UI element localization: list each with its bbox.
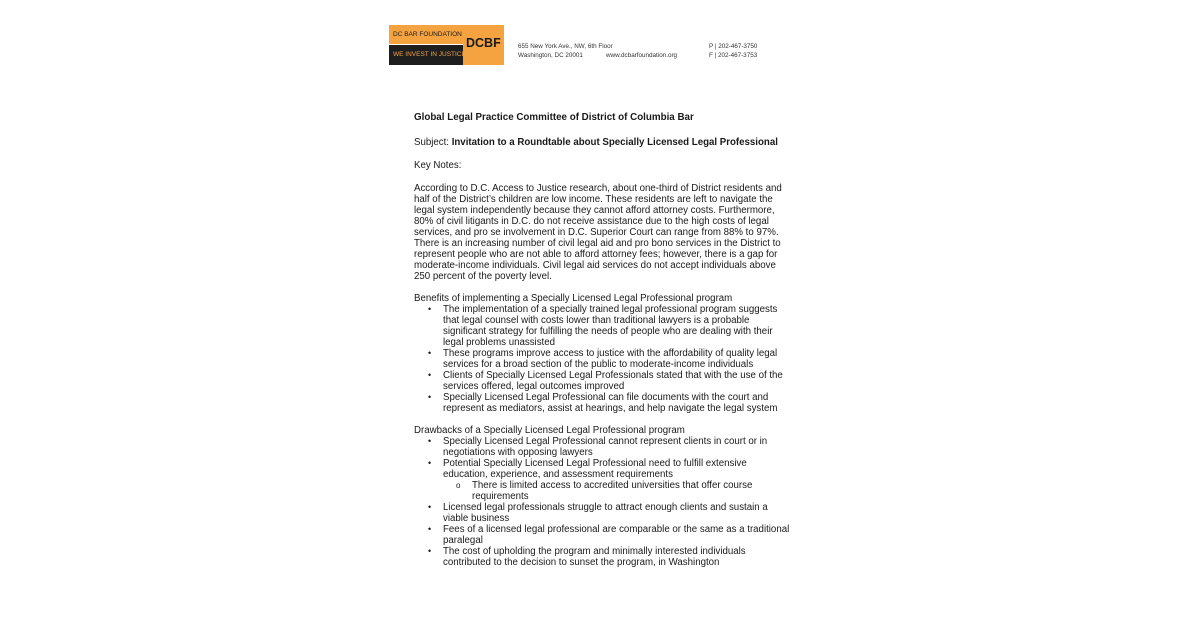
bullet-icon: •	[428, 436, 432, 446]
list-item	[414, 546, 794, 568]
bullet-icon: •	[428, 458, 432, 468]
bullet-icon: •	[428, 370, 432, 380]
address-line-1: 655 New York Ave., NW, 6th Floor	[518, 43, 613, 50]
intro-paragraph: According to D.C. Access to Justice research, about one-third of District residents and half of the District’s children are low income. These residents are left to navigate the legal system independently because they cannot afford attorney costs. Furthermore, 80% of civil litigants in D.C. do not receive assistance due to the high costs of legal services, and pro se involvement in D.C. Superior Court can range from 88% to 97%. There is an increasing number of civil legal aid and pro bono services in the District to represent people who are not able to afford attorney fees; however, there is a gap for moderate-income individuals. Civil legal aid services do not accept individuals above 250 percent of the poverty level.	[414, 183, 782, 282]
document-heading: Global Legal Practice Committee of District of Columbia Bar	[414, 112, 694, 123]
address-line-2: Washington, DC 20001	[518, 52, 583, 59]
drawback-text: Potential Specially Licensed Legal Professional need to fulfill extensive education, experience, and assessment requirements	[443, 458, 747, 480]
bullet-icon: •	[428, 502, 432, 512]
bullet-icon: •	[428, 348, 432, 358]
logo-org-name: DC BAR FOUNDATION	[393, 31, 462, 38]
sub-list-item	[414, 480, 794, 502]
key-notes-label: Key Notes:	[414, 160, 462, 171]
bullet-icon: •	[428, 524, 432, 534]
list-item	[414, 502, 794, 524]
subject-label: Subject:	[414, 137, 452, 148]
drawbacks-heading: Drawbacks of a Specially Licensed Legal Professional program	[414, 425, 685, 436]
logo-mark: DCBF	[466, 36, 501, 50]
list-item	[414, 304, 794, 348]
bullet-icon: •	[428, 304, 432, 314]
benefit-text: These programs improve access to justice with the affordability of quality legal services for a broad section of the public to moderate-income individuals	[443, 348, 778, 370]
benefit-text: Clients of Specially Licensed Legal Professionals stated that with the use of the services offered, legal outcomes improved	[443, 370, 783, 392]
bullet-icon: •	[428, 546, 432, 556]
list-item	[414, 370, 794, 392]
logo-tagline: WE INVEST IN JUSTICE	[393, 51, 466, 58]
subject-line	[414, 137, 794, 148]
drawback-text: Specially Licensed Legal Professional cannot represent clients in court or in negotiations with opposing lawyers	[443, 436, 768, 458]
phone-number: P | 202-467-3750	[709, 43, 758, 50]
drawback-text: Fees of a licensed legal professional are comparable or the same as a traditional paralegal	[443, 524, 790, 546]
list-item	[414, 436, 794, 458]
document-body	[414, 112, 794, 568]
list-item	[414, 348, 794, 370]
subject-text: Invitation to a Roundtable about Specially Licensed Legal Professional	[451, 137, 778, 148]
drawback-sub-text: There is limited access to accredited universities that offer course requirements	[472, 480, 753, 502]
website-link[interactable]: www.dcbarfoundation.org	[606, 52, 678, 59]
benefits-heading: Benefits of implementing a Specially Licensed Legal Professional program	[414, 293, 733, 304]
benefits-list	[414, 304, 794, 414]
benefit-text: The implementation of a specially trained legal professional program suggests that legal counsel with costs lower than traditional lawyers is a probable significant strategy for fulfilling the needs of people who are dealing with their legal problems unassisted	[443, 304, 778, 348]
list-item	[414, 524, 794, 546]
fax-number: F | 202-467-3753	[709, 52, 758, 59]
list-item	[414, 458, 794, 480]
drawback-text: The cost of upholding the program and minimally interested individuals contributed to the decision to sunset the program, in Washington	[443, 546, 746, 568]
sub-bullet-icon: o	[456, 481, 461, 490]
drawbacks-list	[414, 436, 794, 568]
list-item	[414, 392, 794, 414]
benefit-text: Specially Licensed Legal Professional can file documents with the court and represent as mediators, assist at hearings, and help navigate the legal system	[443, 392, 778, 414]
bullet-icon: •	[428, 392, 432, 402]
drawback-text: Licensed legal professionals struggle to attract enough clients and sustain a viable business	[443, 502, 768, 524]
